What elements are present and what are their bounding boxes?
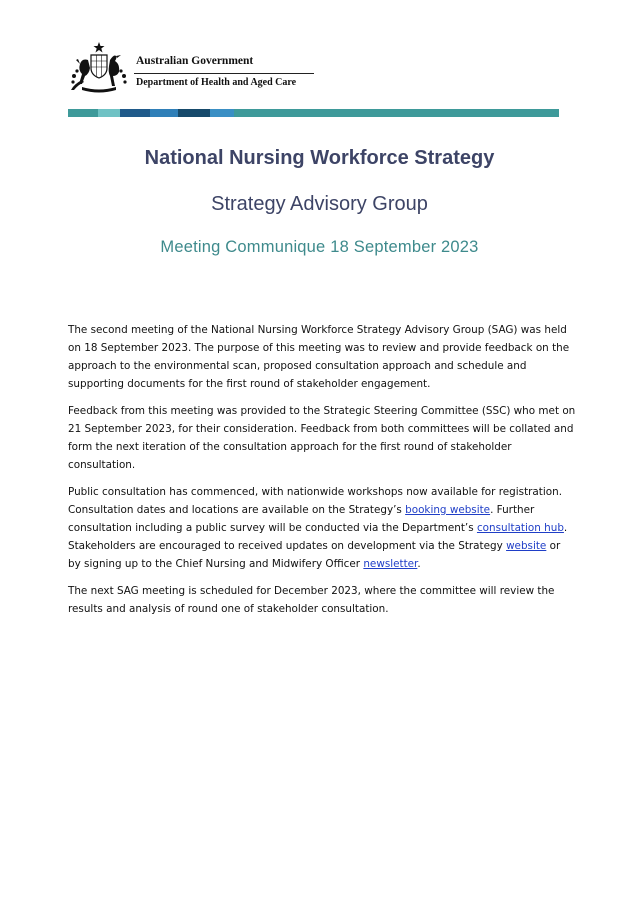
paragraph-meeting-summary: The second meeting of the National Nursing Workforce Strategy Advisory Group (SAG) was held on 18 September 2023. The purpose of this meeting was to review and provide feedback on the approach to the environmental scan, proposed consultation approach and schedule and supporting documents for the first round of stakeholder engagement. xyxy=(68,324,570,390)
paragraph-text: . xyxy=(417,558,421,570)
government-name: Australian Government xyxy=(136,55,254,67)
paragraph-text: or by signing up to the Chief Nursing and Midwifery Officer xyxy=(68,540,561,570)
logo-divider xyxy=(134,73,314,74)
consultation-hub-link[interactable]: consultation hub xyxy=(476,522,564,534)
coat-of-arms-icon xyxy=(68,40,130,94)
paragraph-text: Public consultation has commenced, with nationwide workshops now available for registration. Consultation dates and locations are available on the Strategy’s xyxy=(68,486,562,516)
document-subtitle: Strategy Advisory Group xyxy=(211,193,428,215)
band-segment xyxy=(68,109,98,117)
strategy-website-link[interactable]: website xyxy=(506,540,547,552)
paragraph-text: . Further consultation including a public survey will be conducted via the Department’s xyxy=(68,504,535,534)
header-color-band xyxy=(68,109,559,117)
paragraph-next-meeting: The next SAG meeting is scheduled for December 2023, where the committee will review the results and analysis of round one of stakeholder consultation. xyxy=(68,585,555,615)
newsletter-link[interactable]: newsletter xyxy=(363,558,418,570)
paragraph-consultation xyxy=(68,483,576,573)
department-name: Department of Health and Aged Care xyxy=(136,77,297,88)
meeting-date-heading: Meeting Communique 18 September 2023 xyxy=(160,238,479,256)
band-segment xyxy=(98,109,120,117)
band-segment xyxy=(210,109,234,117)
booking-website-link[interactable]: booking website xyxy=(405,504,491,516)
paragraph-text: . Stakeholders are encouraged to received updates on development via the Strategy xyxy=(68,522,568,552)
government-logo xyxy=(68,40,318,98)
paragraph-feedback: Feedback from this meeting was provided to the Strategic Steering Committee (SSC) who met on 21 September 2023, for their consideration. Feedback from both committees will be collated and form the next iteration of the consultation approach for the first round of stakeholder consultation. xyxy=(68,405,576,471)
document-title: National Nursing Workforce Strategy xyxy=(144,147,495,169)
band-segment xyxy=(178,109,210,117)
band-segment xyxy=(234,109,559,117)
communique-body xyxy=(68,321,576,627)
band-segment xyxy=(120,109,150,117)
band-segment xyxy=(150,109,178,117)
